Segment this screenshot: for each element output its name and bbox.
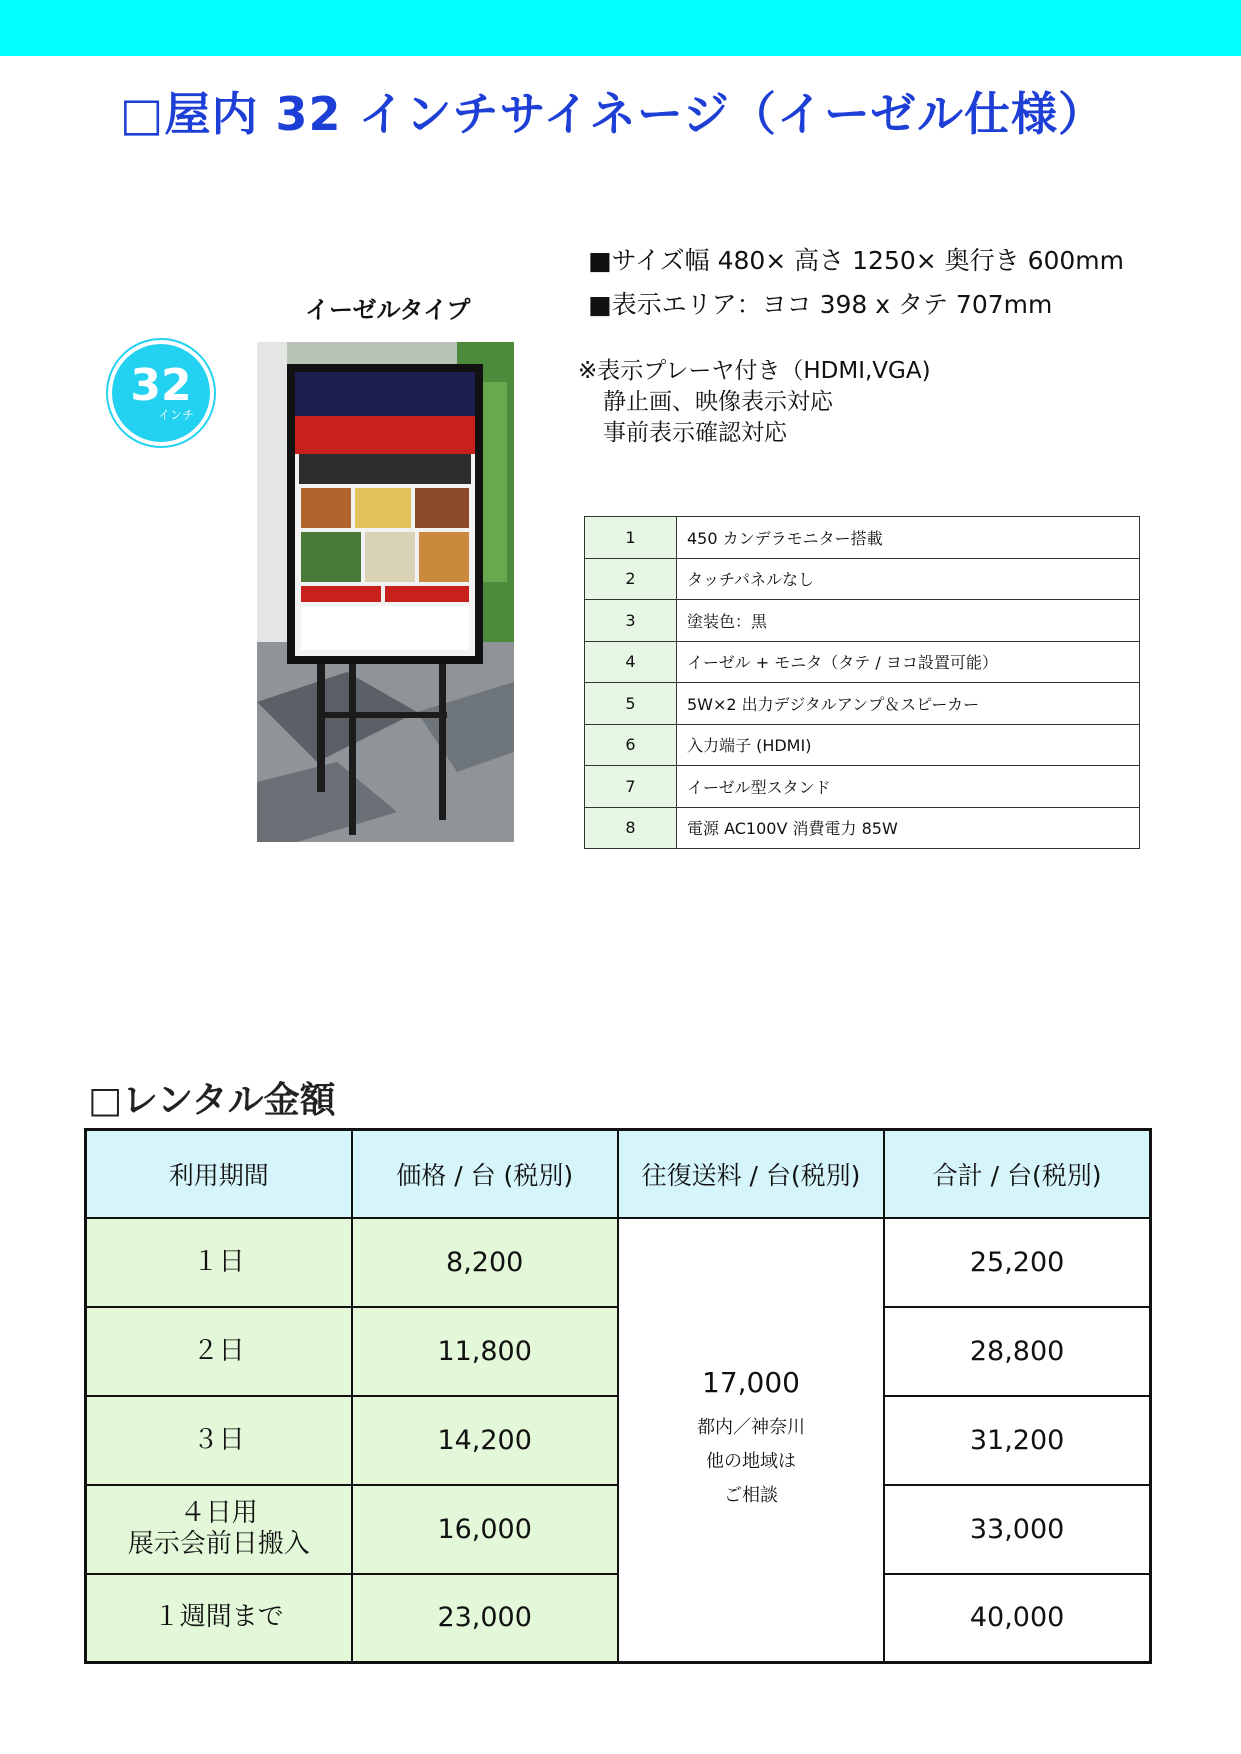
table-row <box>585 558 1140 600</box>
top-color-band <box>0 0 1241 56</box>
feature-number: 5 <box>585 683 677 725</box>
feature-text: イーゼル型スタンド <box>677 766 1140 808</box>
note-preview: 事前表示確認対応 <box>603 420 787 446</box>
feature-text: イーゼル + モニタ（タテ / ヨコ設置可能） <box>677 641 1140 683</box>
product-photo <box>257 342 514 842</box>
feature-number: 6 <box>585 724 677 766</box>
feature-text: 5W×2 出力デジタルアンプ＆スピーカー <box>677 683 1140 725</box>
price-cell: 14,200 <box>352 1396 618 1485</box>
shipping-note-line: 他の地域は <box>706 1451 796 1473</box>
period-cell <box>86 1218 352 1307</box>
feature-text: 電源 AC100V 消費電力 85W <box>677 807 1140 849</box>
shipping-note-line: ご相談 <box>724 1485 778 1507</box>
total-cell: 25,200 <box>884 1218 1150 1307</box>
period-cell <box>86 1396 352 1485</box>
header-total: 合計 / 台(税別) <box>884 1130 1150 1218</box>
table-header-row <box>86 1130 1151 1218</box>
period-cell <box>86 1574 352 1663</box>
price-cell: 16,000 <box>352 1485 618 1574</box>
badge-number: 32 <box>130 360 192 411</box>
feature-number: 3 <box>585 600 677 642</box>
note-player: ※表示プレーヤ付き（HDMI,VGA) <box>578 358 931 384</box>
price-cell: 8,200 <box>352 1218 618 1307</box>
notes <box>578 356 931 449</box>
table-row <box>86 1218 1151 1307</box>
feature-number: 4 <box>585 641 677 683</box>
feature-number: 2 <box>585 558 677 600</box>
price-cell: 23,000 <box>352 1574 618 1663</box>
header-period: 利用期間 <box>86 1130 352 1218</box>
badge-unit: インチ <box>157 408 194 422</box>
spec-list <box>588 244 1124 332</box>
header-shipping: 往復送料 / 台(税別) <box>618 1130 884 1218</box>
total-cell: 28,800 <box>884 1307 1150 1396</box>
feature-text: 450 カンデラモニター搭載 <box>677 517 1140 559</box>
note-still-video: 静止画、映像表示対応 <box>603 389 833 415</box>
table-row <box>585 724 1140 766</box>
period-label: １日 <box>192 1246 245 1277</box>
total-cell: 31,200 <box>884 1396 1150 1485</box>
spec-display-area: ■表示エリア：ヨコ 398 x タテ 707mm <box>588 290 1053 319</box>
shipping-cell <box>618 1218 884 1663</box>
table-row <box>585 683 1140 725</box>
size-badge <box>108 340 214 446</box>
period-label: １週間まで <box>153 1602 284 1633</box>
table-row <box>585 517 1140 559</box>
period-sublabel: 展示会前日搬入 <box>127 1529 310 1559</box>
feature-text: 入力端子 (HDMI) <box>677 724 1140 766</box>
feature-table <box>584 516 1140 849</box>
period-cell <box>86 1485 352 1574</box>
page-title: □屋内 32 インチサイネージ（イーゼル仕様） <box>120 87 1105 141</box>
easel-signage-illustration <box>257 342 514 842</box>
period-label: ３日 <box>192 1424 245 1455</box>
table-row <box>585 766 1140 808</box>
feature-number: 7 <box>585 766 677 808</box>
feature-text: 塗装色：黒 <box>677 600 1140 642</box>
period-label: ４日用 <box>179 1498 258 1528</box>
price-cell: 11,800 <box>352 1307 618 1396</box>
period-label: ２日 <box>192 1335 245 1366</box>
feature-number: 1 <box>585 517 677 559</box>
shipping-note-line: 都内／神奈川 <box>697 1417 805 1439</box>
spec-size: ■サイズ幅 480× 高さ 1250× 奥行き 600mm <box>588 246 1125 275</box>
total-cell: 33,000 <box>884 1485 1150 1574</box>
table-row <box>585 807 1140 849</box>
table-row <box>585 641 1140 683</box>
photo-caption: イーゼルタイプ <box>305 296 471 324</box>
period-cell <box>86 1307 352 1396</box>
feature-number: 8 <box>585 807 677 849</box>
total-cell: 40,000 <box>884 1574 1150 1663</box>
feature-text: タッチパネルなし <box>677 558 1140 600</box>
table-row <box>585 600 1140 642</box>
rental-section-title: □レンタル金額 <box>88 1080 336 1121</box>
header-price: 価格 / 台 (税別) <box>352 1130 618 1218</box>
shipping-amount: 17,000 <box>702 1366 800 1400</box>
rental-price-table <box>84 1128 1152 1664</box>
